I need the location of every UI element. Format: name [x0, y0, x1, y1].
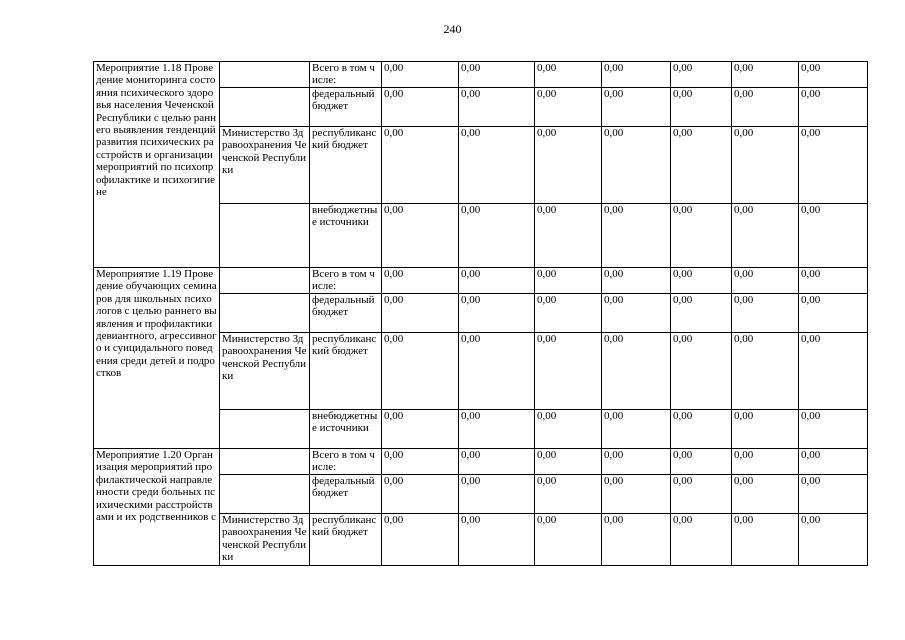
value-cell: 0,00: [535, 204, 602, 268]
executor-cell: Министерство Здравоохранения Чеченской Республики: [220, 514, 310, 566]
value-cell: 0,00: [602, 268, 671, 294]
value-cell: 0,00: [382, 514, 459, 566]
source-total: Всего в том числе:: [310, 268, 382, 294]
value-cell: 0,00: [732, 204, 799, 268]
value-cell: 0,00: [732, 127, 799, 204]
value-cell: 0,00: [602, 410, 671, 449]
value-cell: 0,00: [459, 475, 535, 514]
value-cell: 0,00: [382, 410, 459, 449]
source-federal: федеральный бюджет: [310, 294, 382, 333]
value-cell: 0,00: [535, 333, 602, 410]
value-cell: 0,00: [732, 514, 799, 566]
value-cell: 0,00: [732, 88, 799, 127]
value-cell: 0,00: [799, 204, 868, 268]
activity-name: Мероприятие 1.19 Проведение обучающих семинаров для школьных психологов с целью раннего выявления и профилактики девиантного, агрессивного и суицидального поведения среди детей и подростков: [94, 268, 220, 449]
value-cell: 0,00: [671, 333, 732, 410]
value-cell: 0,00: [602, 449, 671, 475]
value-cell: 0,00: [459, 62, 535, 88]
value-cell: 0,00: [535, 294, 602, 333]
source-republic: республиканский бюджет: [310, 514, 382, 566]
value-cell: 0,00: [535, 268, 602, 294]
value-cell: 0,00: [671, 127, 732, 204]
value-cell: 0,00: [602, 333, 671, 410]
value-cell: 0,00: [732, 333, 799, 410]
value-cell: 0,00: [671, 268, 732, 294]
value-cell: 0,00: [459, 88, 535, 127]
value-cell: 0,00: [799, 333, 868, 410]
value-cell: 0,00: [382, 333, 459, 410]
executor-cell-empty: [220, 475, 310, 514]
value-cell: 0,00: [671, 410, 732, 449]
executor-cell-empty: [220, 204, 310, 268]
value-cell: 0,00: [671, 294, 732, 333]
executor-cell-empty: [220, 62, 310, 88]
budget-table: [93, 61, 868, 566]
value-cell: 0,00: [671, 475, 732, 514]
value-cell: 0,00: [732, 62, 799, 88]
value-cell: 0,00: [459, 268, 535, 294]
value-cell: 0,00: [382, 127, 459, 204]
value-cell: 0,00: [535, 410, 602, 449]
value-cell: 0,00: [602, 475, 671, 514]
value-cell: 0,00: [382, 475, 459, 514]
value-cell: 0,00: [799, 294, 868, 333]
value-cell: 0,00: [382, 294, 459, 333]
executor-cell-empty: [220, 294, 310, 333]
value-cell: 0,00: [671, 514, 732, 566]
activity-name: Мероприятие 1.18 Проведение мониторинга состояния психического здоровья населения Чеченской Республики с целью раннего выявления тенденций развития психических расстройств и организации мероприятий по психопрофилактике и психогигиене: [94, 62, 220, 268]
value-cell: 0,00: [602, 62, 671, 88]
executor-cell: Министерство Здравоохранения Чеченской Республики: [220, 333, 310, 410]
source-extra: внебюджетные источники: [310, 410, 382, 449]
value-cell: 0,00: [799, 475, 868, 514]
value-cell: 0,00: [459, 449, 535, 475]
value-cell: 0,00: [459, 333, 535, 410]
executor-cell-empty: [220, 88, 310, 127]
source-total: Всего в том числе:: [310, 62, 382, 88]
executor-cell-empty: [220, 449, 310, 475]
value-cell: 0,00: [459, 410, 535, 449]
source-republic: республиканский бюджет: [310, 127, 382, 204]
value-cell: 0,00: [799, 127, 868, 204]
activity-name: Мероприятие 1.20 Организация мероприятий профилактической направленности среди больных психическими расстройствами и их родственников с: [94, 449, 220, 566]
value-cell: 0,00: [602, 294, 671, 333]
value-cell: 0,00: [799, 88, 868, 127]
value-cell: 0,00: [732, 410, 799, 449]
value-cell: 0,00: [799, 268, 868, 294]
value-cell: 0,00: [671, 449, 732, 475]
value-cell: 0,00: [732, 475, 799, 514]
value-cell: 0,00: [602, 88, 671, 127]
page-number: 240: [443, 22, 462, 36]
table-row: [94, 62, 868, 88]
executor-cell-empty: [220, 268, 310, 294]
source-extra: внебюджетные источники: [310, 204, 382, 268]
value-cell: 0,00: [602, 514, 671, 566]
value-cell: 0,00: [732, 294, 799, 333]
value-cell: 0,00: [799, 62, 868, 88]
value-cell: 0,00: [459, 204, 535, 268]
value-cell: 0,00: [671, 62, 732, 88]
value-cell: 0,00: [535, 475, 602, 514]
value-cell: 0,00: [459, 127, 535, 204]
value-cell: 0,00: [799, 410, 868, 449]
value-cell: 0,00: [732, 268, 799, 294]
table-row: [94, 268, 868, 294]
value-cell: 0,00: [799, 449, 868, 475]
value-cell: 0,00: [535, 62, 602, 88]
value-cell: 0,00: [535, 127, 602, 204]
value-cell: 0,00: [382, 62, 459, 88]
value-cell: 0,00: [535, 514, 602, 566]
source-federal: федеральный бюджет: [310, 88, 382, 127]
value-cell: 0,00: [602, 127, 671, 204]
value-cell: 0,00: [382, 88, 459, 127]
source-total: Всего в том числе:: [310, 449, 382, 475]
source-republic: республиканский бюджет: [310, 333, 382, 410]
value-cell: 0,00: [732, 449, 799, 475]
value-cell: 0,00: [382, 268, 459, 294]
source-federal: федеральный бюджет: [310, 475, 382, 514]
table-row: [94, 449, 868, 475]
value-cell: 0,00: [671, 88, 732, 127]
value-cell: 0,00: [799, 514, 868, 566]
value-cell: 0,00: [459, 514, 535, 566]
value-cell: 0,00: [535, 449, 602, 475]
value-cell: 0,00: [602, 204, 671, 268]
value-cell: 0,00: [382, 204, 459, 268]
value-cell: 0,00: [671, 204, 732, 268]
value-cell: 0,00: [382, 449, 459, 475]
value-cell: 0,00: [535, 88, 602, 127]
executor-cell: Министерство Здравоохранения Чеченской Республики: [220, 127, 310, 204]
value-cell: 0,00: [459, 294, 535, 333]
executor-cell-empty: [220, 410, 310, 449]
